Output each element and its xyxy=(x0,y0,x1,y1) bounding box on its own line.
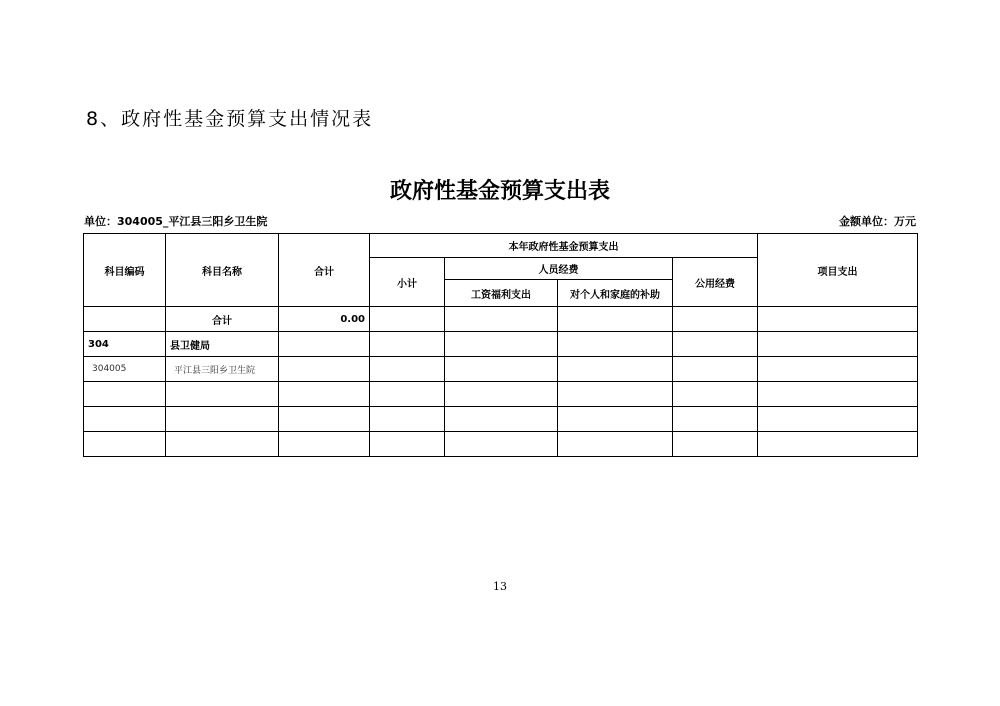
cell-name: 合计 xyxy=(166,307,279,332)
cell-total xyxy=(279,407,370,432)
cell-total xyxy=(279,332,370,357)
header-total: 合计 xyxy=(279,234,370,307)
header-project: 项目支出 xyxy=(758,234,918,307)
header-personnel: 人员经费 xyxy=(445,258,673,280)
table-title: 政府性基金预算支出表 xyxy=(389,179,610,204)
table-row xyxy=(84,382,918,407)
cell-name: 平江县三阳乡卫生院 xyxy=(166,357,279,382)
cell-code: 304005 xyxy=(84,357,166,382)
cell-code: 304 xyxy=(84,332,166,357)
header-current-year-group: 本年政府性基金预算支出 xyxy=(370,234,758,258)
cell-total: 0.00 xyxy=(279,307,370,332)
cell-name xyxy=(166,432,279,457)
table-row xyxy=(84,357,918,382)
header-subtotal: 小计 xyxy=(370,258,445,307)
cell-code xyxy=(84,407,166,432)
header-wages: 工资福利支出 xyxy=(445,280,558,307)
cell-total xyxy=(279,382,370,407)
cell-name xyxy=(166,407,279,432)
header-subsidies: 对个人和家庭的补助 xyxy=(558,280,673,307)
table-row xyxy=(84,332,918,357)
table-row xyxy=(84,432,918,457)
header-subject-code: 科目编码 xyxy=(84,234,166,307)
page-number: 13 xyxy=(493,580,507,593)
cell-code xyxy=(84,307,166,332)
unit-label: 单位：304005_平江县三阳乡卫生院 xyxy=(84,215,268,228)
table-row-total xyxy=(84,307,918,332)
table-row xyxy=(84,407,918,432)
cell-name xyxy=(166,382,279,407)
cell-total xyxy=(279,432,370,457)
header-subject-name: 科目名称 xyxy=(166,234,279,307)
header-public: 公用经费 xyxy=(673,258,758,307)
currency-unit-label: 金额单位：万元 xyxy=(839,215,916,228)
budget-table xyxy=(83,233,918,457)
section-heading: 8、政府性基金预算支出情况表 xyxy=(86,108,374,130)
cell-name: 县卫健局 xyxy=(166,332,279,357)
cell-code xyxy=(84,432,166,457)
cell-code xyxy=(84,382,166,407)
cell-total xyxy=(279,357,370,382)
